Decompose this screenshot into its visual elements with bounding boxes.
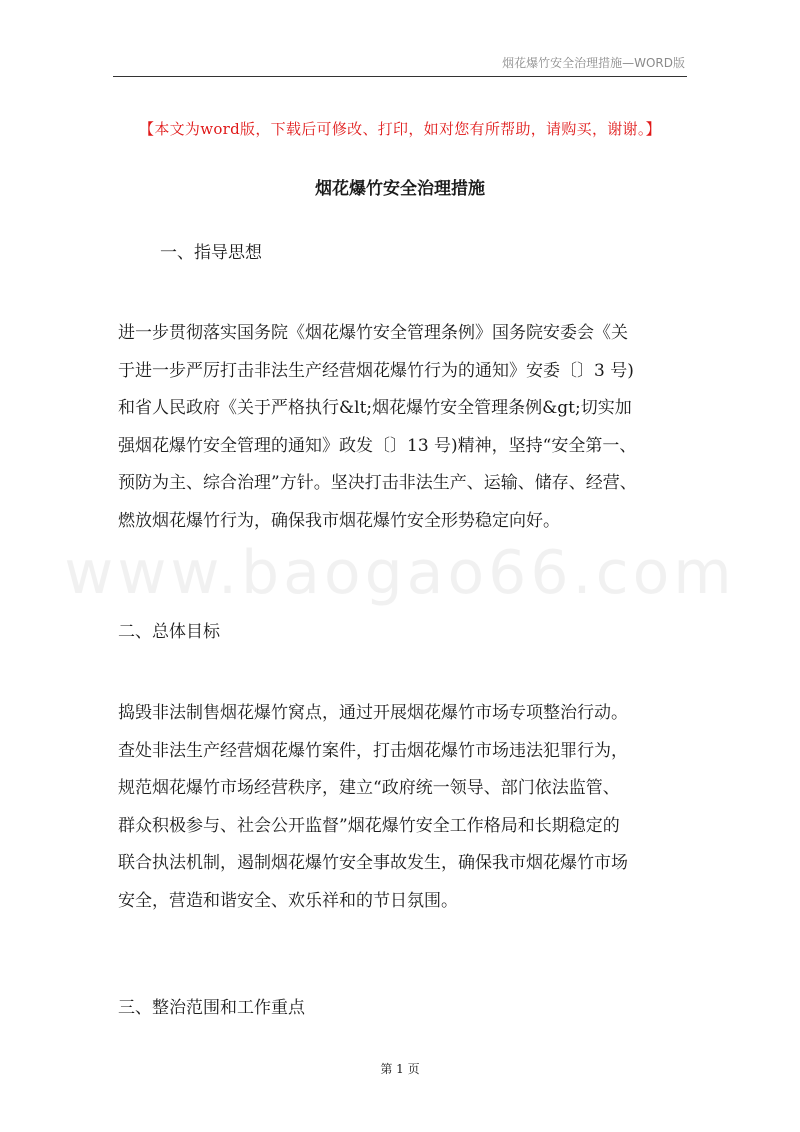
paragraph-line: 燃放烟花爆竹行为，确保我市烟花爆竹安全形势稳定向好。 — [118, 510, 560, 531]
paragraph-line: 群众积极参与、社会公开监督”烟花爆竹安全工作格局和长期稳定的 — [118, 815, 620, 836]
paragraph-line: 强烟花爆竹安全管理的通知》政发〔〕13 号)精神，坚持“安全第一、 — [118, 435, 637, 456]
header-divider — [113, 76, 687, 77]
paragraph-line: 查处非法生产经营烟花爆竹案件，打击烟花爆竹市场违法犯罪行为， — [118, 740, 628, 761]
paragraph-line: 于进一步严厉打击非法生产经营烟花爆竹行为的通知》安委〔〕3 号) — [118, 360, 634, 381]
running-header: 烟花爆竹安全治理措施—WORD版 — [502, 56, 685, 70]
section-heading-overall-goal: 二、总体目标 — [118, 622, 220, 642]
paragraph-line: 和省人民政府《关于严格执行&lt;烟花爆竹安全管理条例&gt;切实加 — [118, 398, 632, 419]
section-heading-guiding-ideology: 一、指导思想 — [160, 243, 262, 263]
paragraph-line: 规范烟花爆竹市场经营秩序，建立“政府统一领导、部门依法监管、 — [118, 778, 620, 799]
watermark: www.baogao66.com — [64, 538, 736, 608]
paragraph-line: 预防为主、综合治理”方针。坚决打击非法生产、运输、储存、经营、 — [118, 473, 637, 494]
document-title: 烟花爆竹安全治理措施 — [315, 179, 485, 199]
page-number: 第 1 页 — [380, 1062, 420, 1076]
purchase-notice: 【本文为word版，下载后可修改、打印，如对您有所帮助，请购买，谢谢。】 — [139, 120, 661, 138]
section-heading-scope-and-priorities: 三、整治范围和工作重点 — [118, 998, 305, 1018]
section-1-paragraph — [118, 315, 688, 541]
paragraph-line: 联合执法机制，遏制烟花爆竹安全事故发生，确保我市烟花爆竹市场 — [118, 853, 628, 874]
paragraph-line: 捣毁非法制售烟花爆竹窝点，通过开展烟花爆竹市场专项整治行动。 — [118, 703, 628, 723]
paragraph-line: 安全，营造和谐安全、欢乐祥和的节日氛围。 — [118, 890, 458, 911]
paragraph-line: 进一步贯彻落实国务院《烟花爆竹安全管理条例》国务院安委会《关 — [118, 323, 628, 343]
section-2-paragraph — [118, 695, 688, 921]
